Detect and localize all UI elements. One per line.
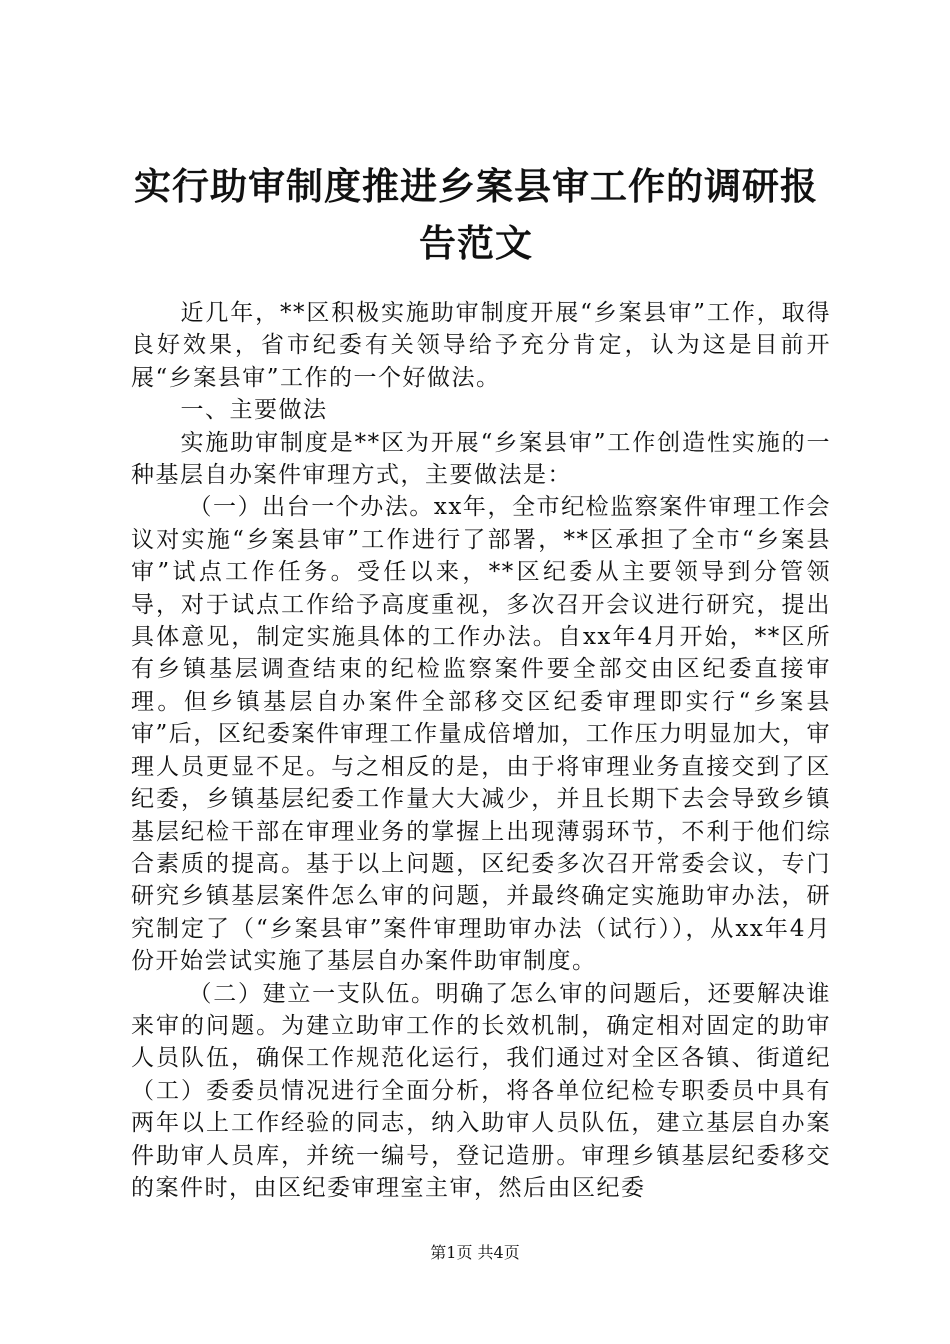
paragraph-intro: 近几年，**区积极实施助审制度开展“乡案县审”工作，取得良好效果，省市纪委有关领导给予充分肯定，认为这是目前开展“乡案县审”工作的一个好做法。 xyxy=(131,300,831,391)
page-number-footer: 第1页 共4页 xyxy=(430,1243,520,1262)
section-heading: 一、主要做法 xyxy=(180,397,328,424)
document-title: 实行助审制度推进乡案县审工作的调研报告范文 xyxy=(134,164,818,265)
paragraph-point-two: （二）建立一支队伍。明确了怎么审的问题后，还要解决谁来审的问题。为建立助审工作的长效机制，确定相对固定的助审人员队伍，确保工作规范化运行，我们通过对全区各镇、街道纪（工）委委员情况进行全面分析，将各单位纪检专职委员中具有两年以上工作经验的同志，纳入助审人员队伍，建立基层自办案件助审人员库，并统一编号，登记造册。审理乡镇基层纪委移交的案件时，由区纪委审理室主审，然后由区纪委 xyxy=(131,980,831,1201)
paragraph-overview: 实施助审制度是**区为开展“乡案县审”工作创造性实施的一种基层自办案件审理方式，主要做法是： xyxy=(131,429,831,489)
document-body xyxy=(131,297,831,1204)
paragraph-point-one: （一）出台一个办法。xx年，全市纪检监察案件审理工作会议对实施“乡案县审”工作进行了部署，**区承担了全市“乡案县审”试点工作任务。受任以来，**区纪委从主要领导到分管领导，对于试点工作给予高度重视，多次召开会议进行研究，提出具体意见，制定实施具体的工作办法。自xx年4月开始，**区所有乡镇基层调查结束的纪检监察案件要全部交由区纪委直接审理。但乡镇基层自办案件全部移交区纪委审理即实行“乡案县审”后，区纪委案件审理工作量成倍增加，工作压力明显加大，审理人员更显不足。与之相反的是，由于将审理业务直接交到了区纪委，乡镇基层纪委工作量大大减少，并且长期下去会导致乡镇基层纪检干部在审理业务的掌握上出现薄弱环节，不利于他们综合素质的提高。基于以上问题，区纪委多次召开常委会议，专门研究乡镇基层案件怎么审的问题，并最终确定实施助审办法，研究制定了（“乡案县审”案件审理助审办法（试行）），从xx年4月份开始尝试实施了基层自办案件助审制度。 xyxy=(131,494,831,975)
